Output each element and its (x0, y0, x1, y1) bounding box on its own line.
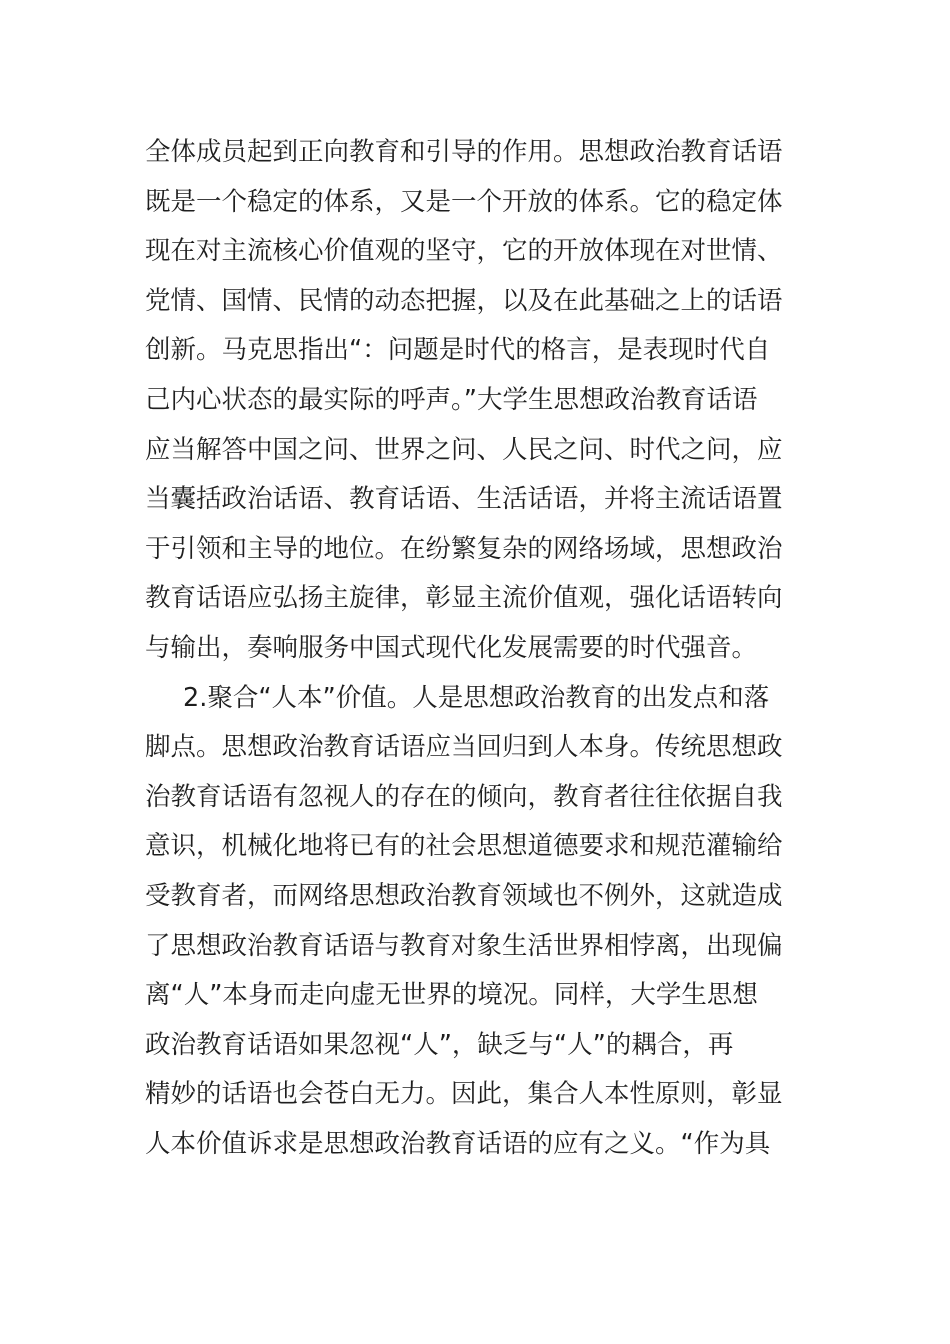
text-line: 于引领和主导的地位。在纷繁复杂的网络场域，思想政治 (145, 533, 783, 564)
text-line: 全体成员起到正向教育和引导的作用。思想政治教育话语 (145, 137, 783, 167)
text-line: 了思想政治教育话语与教育对象生活世界相悖离，出现偏 (145, 930, 783, 961)
text-line: 离“人”本身而走向虚无世界的境况。同样，大学生思想 (145, 980, 758, 1011)
section-heading-line: 2.聚合“人本”价值。人是思想政治教育的出发点和落 (183, 682, 770, 713)
text-line: 与输出，奏响服务中国式现代化发展需要的时代强音。 (145, 632, 758, 663)
text-line: 现在对主流核心价值观的坚守，它的开放体现在对世情、 (145, 236, 783, 267)
body-text (145, 128, 805, 1169)
text-line: 既是一个稳定的体系，又是一个开放的体系。它的稳定体 (145, 186, 783, 217)
text-line: 党情、国情、民情的动态把握，以及在此基础之上的话语 (145, 285, 783, 316)
text-line: 教育话语应弘扬主旋律，彰显主流价值观，强化话语转向 (145, 583, 783, 614)
text-line: 精妙的话语也会苍白无力。因此，集合人本性原则，彰显 (145, 1079, 783, 1110)
text-line: 当囊括政治话语、教育话语、生活话语，并将主流话语置 (145, 484, 783, 515)
text-line: 受教育者，而网络思想政治教育领域也不例外，这就造成 (145, 880, 783, 911)
text-line: 人本价值诉求是思想政治教育话语的应有之义。“作为具 (145, 1128, 771, 1159)
text-line: 创新。马克思指出“：问题是时代的格言，是表现时代自 (145, 335, 771, 366)
text-line: 政治教育话语如果忽视“人”，缺乏与“人”的耦合，再 (145, 1029, 734, 1060)
text-line: 己内心状态的最实际的呼声。”大学生思想政治教育话语 (145, 384, 758, 415)
text-line: 应当解答中国之问、世界之问、人民之问、时代之问，应 (145, 434, 783, 465)
text-line: 意识，机械化地将已有的社会思想道德要求和规范灌输给 (145, 831, 783, 862)
text-line: 脚点。思想政治教育话语应当回归到人本身。传统思想政 (145, 732, 783, 763)
text-line: 治教育话语有忽视人的存在的倾向，教育者往往依据自我 (145, 781, 783, 812)
